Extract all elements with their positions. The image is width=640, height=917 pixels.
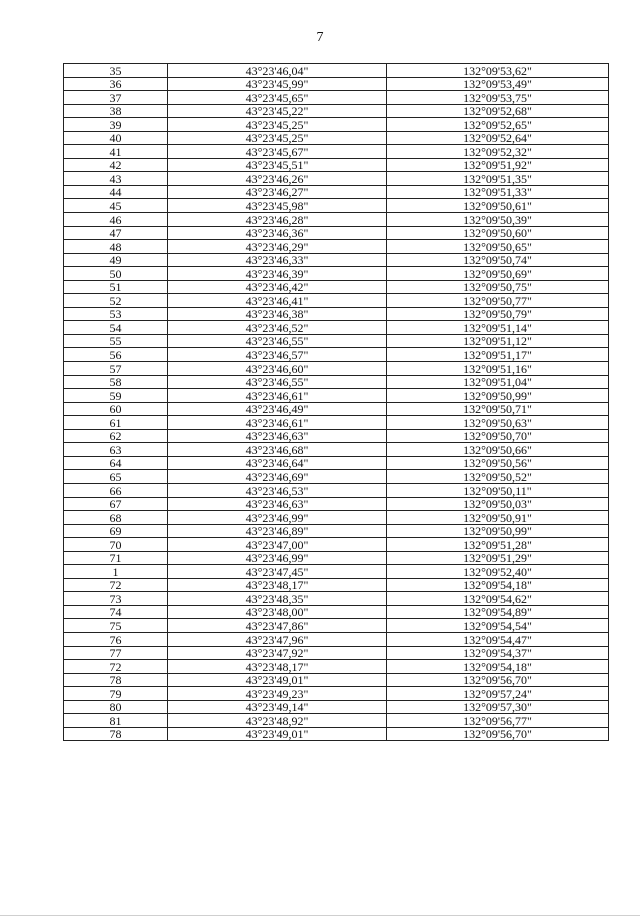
point-number-cell: 1 [64,565,168,579]
latitude-cell: 43°23'45,22" [168,104,387,118]
latitude-cell: 43°23'46,69" [168,470,387,484]
longitude-cell: 132°09'57,24" [387,687,609,701]
longitude-cell: 132°09'50,74" [387,253,609,267]
longitude-cell: 132°09'52,65" [387,118,609,132]
point-number-cell: 36 [64,77,168,91]
longitude-cell: 132°09'51,28" [387,538,609,552]
point-number-cell: 45 [64,199,168,213]
table-row [64,632,609,646]
table-row [64,578,609,592]
table-row [64,470,609,484]
longitude-cell: 132°09'54,47" [387,632,609,646]
point-number-cell: 44 [64,185,168,199]
longitude-cell: 132°09'50,99" [387,389,609,403]
point-number-cell: 52 [64,294,168,308]
point-number-cell: 42 [64,158,168,172]
latitude-cell: 43°23'46,61" [168,389,387,403]
table-row [64,64,609,78]
table-row [64,429,609,443]
longitude-cell: 132°09'53,75" [387,91,609,105]
latitude-cell: 43°23'46,61" [168,416,387,430]
point-number-cell: 56 [64,348,168,362]
latitude-cell: 43°23'46,57" [168,348,387,362]
table-row [64,646,609,660]
latitude-cell: 43°23'45,25" [168,118,387,132]
longitude-cell: 132°09'50,99" [387,524,609,538]
longitude-cell: 132°09'50,71" [387,402,609,416]
point-number-cell: 72 [64,578,168,592]
table-row [64,389,609,403]
latitude-cell: 43°23'46,33" [168,253,387,267]
point-number-cell: 68 [64,511,168,525]
table-row [64,619,609,633]
table-row [64,348,609,362]
latitude-cell: 43°23'46,63" [168,497,387,511]
longitude-cell: 132°09'56,70" [387,673,609,687]
longitude-cell: 132°09'52,64" [387,131,609,145]
point-number-cell: 48 [64,240,168,254]
longitude-cell: 132°09'52,40" [387,565,609,579]
longitude-cell: 132°09'50,66" [387,443,609,457]
table-row [64,253,609,267]
point-number-cell: 61 [64,416,168,430]
latitude-cell: 43°23'45,65" [168,91,387,105]
table-row [64,334,609,348]
latitude-cell: 43°23'46,26" [168,172,387,186]
latitude-cell: 43°23'46,28" [168,213,387,227]
longitude-cell: 132°09'51,04" [387,375,609,389]
point-number-cell: 46 [64,213,168,227]
latitude-cell: 43°23'46,04" [168,64,387,78]
longitude-cell: 132°09'50,11" [387,483,609,497]
point-number-cell: 43 [64,172,168,186]
point-number-cell: 62 [64,429,168,443]
longitude-cell: 132°09'50,61" [387,199,609,213]
table-row [64,511,609,525]
table-row [64,321,609,335]
table-row [64,565,609,579]
point-number-cell: 75 [64,619,168,633]
table-row [64,497,609,511]
latitude-cell: 43°23'46,42" [168,280,387,294]
longitude-cell: 132°09'53,49" [387,77,609,91]
longitude-cell: 132°09'51,14" [387,321,609,335]
longitude-cell: 132°09'54,89" [387,605,609,619]
latitude-cell: 43°23'48,17" [168,660,387,674]
latitude-cell: 43°23'46,53" [168,483,387,497]
longitude-cell: 132°09'51,92" [387,158,609,172]
longitude-cell: 132°09'50,75" [387,280,609,294]
table-row [64,131,609,145]
longitude-cell: 132°09'52,32" [387,145,609,159]
table-row [64,104,609,118]
latitude-cell: 43°23'46,29" [168,240,387,254]
table-row [64,687,609,701]
latitude-cell: 43°23'49,14" [168,700,387,714]
table-row [64,483,609,497]
longitude-cell: 132°09'54,18" [387,660,609,674]
latitude-cell: 43°23'46,41" [168,294,387,308]
table-row [64,91,609,105]
table-row [64,660,609,674]
point-number-cell: 55 [64,334,168,348]
latitude-cell: 43°23'49,23" [168,687,387,701]
table-row [64,294,609,308]
latitude-cell: 43°23'47,92" [168,646,387,660]
point-number-cell: 60 [64,402,168,416]
longitude-cell: 132°09'50,79" [387,307,609,321]
longitude-cell: 132°09'50,56" [387,456,609,470]
table-row [64,199,609,213]
table-row [64,551,609,565]
latitude-cell: 43°23'46,60" [168,362,387,376]
longitude-cell: 132°09'52,68" [387,104,609,118]
table-row [64,226,609,240]
longitude-cell: 132°09'50,77" [387,294,609,308]
longitude-cell: 132°09'54,37" [387,646,609,660]
point-number-cell: 57 [64,362,168,376]
longitude-cell: 132°09'50,52" [387,470,609,484]
longitude-cell: 132°09'50,60" [387,226,609,240]
longitude-cell: 132°09'56,70" [387,727,609,741]
latitude-cell: 43°23'46,99" [168,551,387,565]
latitude-cell: 43°23'46,39" [168,267,387,281]
table-row [64,240,609,254]
table-row [64,700,609,714]
latitude-cell: 43°23'45,98" [168,199,387,213]
point-number-cell: 37 [64,91,168,105]
longitude-cell: 132°09'50,91" [387,511,609,525]
latitude-cell: 43°23'46,64" [168,456,387,470]
latitude-cell: 43°23'49,01" [168,673,387,687]
table-row [64,172,609,186]
table-row [64,145,609,159]
point-number-cell: 59 [64,389,168,403]
latitude-cell: 43°23'46,27" [168,185,387,199]
table-row [64,185,609,199]
table-row [64,538,609,552]
point-number-cell: 70 [64,538,168,552]
point-number-cell: 77 [64,646,168,660]
table-row [64,592,609,606]
latitude-cell: 43°23'46,63" [168,429,387,443]
latitude-cell: 43°23'46,38" [168,307,387,321]
table-row [64,362,609,376]
table-row [64,213,609,227]
coordinates-table [63,63,609,741]
longitude-cell: 132°09'51,33" [387,185,609,199]
point-number-cell: 50 [64,267,168,281]
latitude-cell: 43°23'47,45" [168,565,387,579]
latitude-cell: 43°23'46,55" [168,375,387,389]
latitude-cell: 43°23'48,00" [168,605,387,619]
point-number-cell: 80 [64,700,168,714]
longitude-cell: 132°09'51,17" [387,348,609,362]
table-row [64,673,609,687]
table-row [64,77,609,91]
latitude-cell: 43°23'46,49" [168,402,387,416]
latitude-cell: 43°23'45,25" [168,131,387,145]
point-number-cell: 63 [64,443,168,457]
longitude-cell: 132°09'51,16" [387,362,609,376]
table-row [64,158,609,172]
table-row [64,280,609,294]
latitude-cell: 43°23'45,51" [168,158,387,172]
longitude-cell: 132°09'57,30" [387,700,609,714]
table-row [64,605,609,619]
longitude-cell: 132°09'51,29" [387,551,609,565]
point-number-cell: 69 [64,524,168,538]
longitude-cell: 132°09'56,77" [387,714,609,728]
longitude-cell: 132°09'54,54" [387,619,609,633]
latitude-cell: 43°23'45,99" [168,77,387,91]
latitude-cell: 43°23'46,55" [168,334,387,348]
table-row [64,267,609,281]
point-number-cell: 51 [64,280,168,294]
point-number-cell: 39 [64,118,168,132]
page-number: 7 [316,30,324,45]
point-number-cell: 53 [64,307,168,321]
latitude-cell: 43°23'45,67" [168,145,387,159]
longitude-cell: 132°09'53,62" [387,64,609,78]
coordinates-table-body [64,64,609,741]
longitude-cell: 132°09'50,65" [387,240,609,254]
latitude-cell: 43°23'49,01" [168,727,387,741]
table-row [64,714,609,728]
point-number-cell: 78 [64,673,168,687]
point-number-cell: 81 [64,714,168,728]
point-number-cell: 47 [64,226,168,240]
table-row [64,307,609,321]
point-number-cell: 40 [64,131,168,145]
latitude-cell: 43°23'48,17" [168,578,387,592]
table-row [64,375,609,389]
longitude-cell: 132°09'54,18" [387,578,609,592]
point-number-cell: 78 [64,727,168,741]
point-number-cell: 66 [64,483,168,497]
latitude-cell: 43°23'46,99" [168,511,387,525]
table-row [64,456,609,470]
longitude-cell: 132°09'50,69" [387,267,609,281]
latitude-cell: 43°23'46,52" [168,321,387,335]
point-number-cell: 35 [64,64,168,78]
table-row [64,416,609,430]
point-number-cell: 54 [64,321,168,335]
point-number-cell: 65 [64,470,168,484]
table-row [64,118,609,132]
latitude-cell: 43°23'46,36" [168,226,387,240]
longitude-cell: 132°09'50,39" [387,213,609,227]
latitude-cell: 43°23'46,89" [168,524,387,538]
point-number-cell: 79 [64,687,168,701]
point-number-cell: 41 [64,145,168,159]
page-bottom-edge [0,915,640,916]
latitude-cell: 43°23'47,96" [168,632,387,646]
point-number-cell: 71 [64,551,168,565]
latitude-cell: 43°23'48,35" [168,592,387,606]
latitude-cell: 43°23'48,92" [168,714,387,728]
point-number-cell: 74 [64,605,168,619]
point-number-cell: 64 [64,456,168,470]
longitude-cell: 132°09'50,70" [387,429,609,443]
longitude-cell: 132°09'50,63" [387,416,609,430]
table-row [64,727,609,741]
table-row [64,524,609,538]
point-number-cell: 49 [64,253,168,267]
point-number-cell: 72 [64,660,168,674]
longitude-cell: 132°09'51,35" [387,172,609,186]
point-number-cell: 67 [64,497,168,511]
latitude-cell: 43°23'47,00" [168,538,387,552]
table-row [64,402,609,416]
longitude-cell: 132°09'54,62" [387,592,609,606]
longitude-cell: 132°09'51,12" [387,334,609,348]
point-number-cell: 58 [64,375,168,389]
table-row [64,443,609,457]
point-number-cell: 76 [64,632,168,646]
longitude-cell: 132°09'50,03" [387,497,609,511]
point-number-cell: 38 [64,104,168,118]
point-number-cell: 73 [64,592,168,606]
latitude-cell: 43°23'46,68" [168,443,387,457]
latitude-cell: 43°23'47,86" [168,619,387,633]
